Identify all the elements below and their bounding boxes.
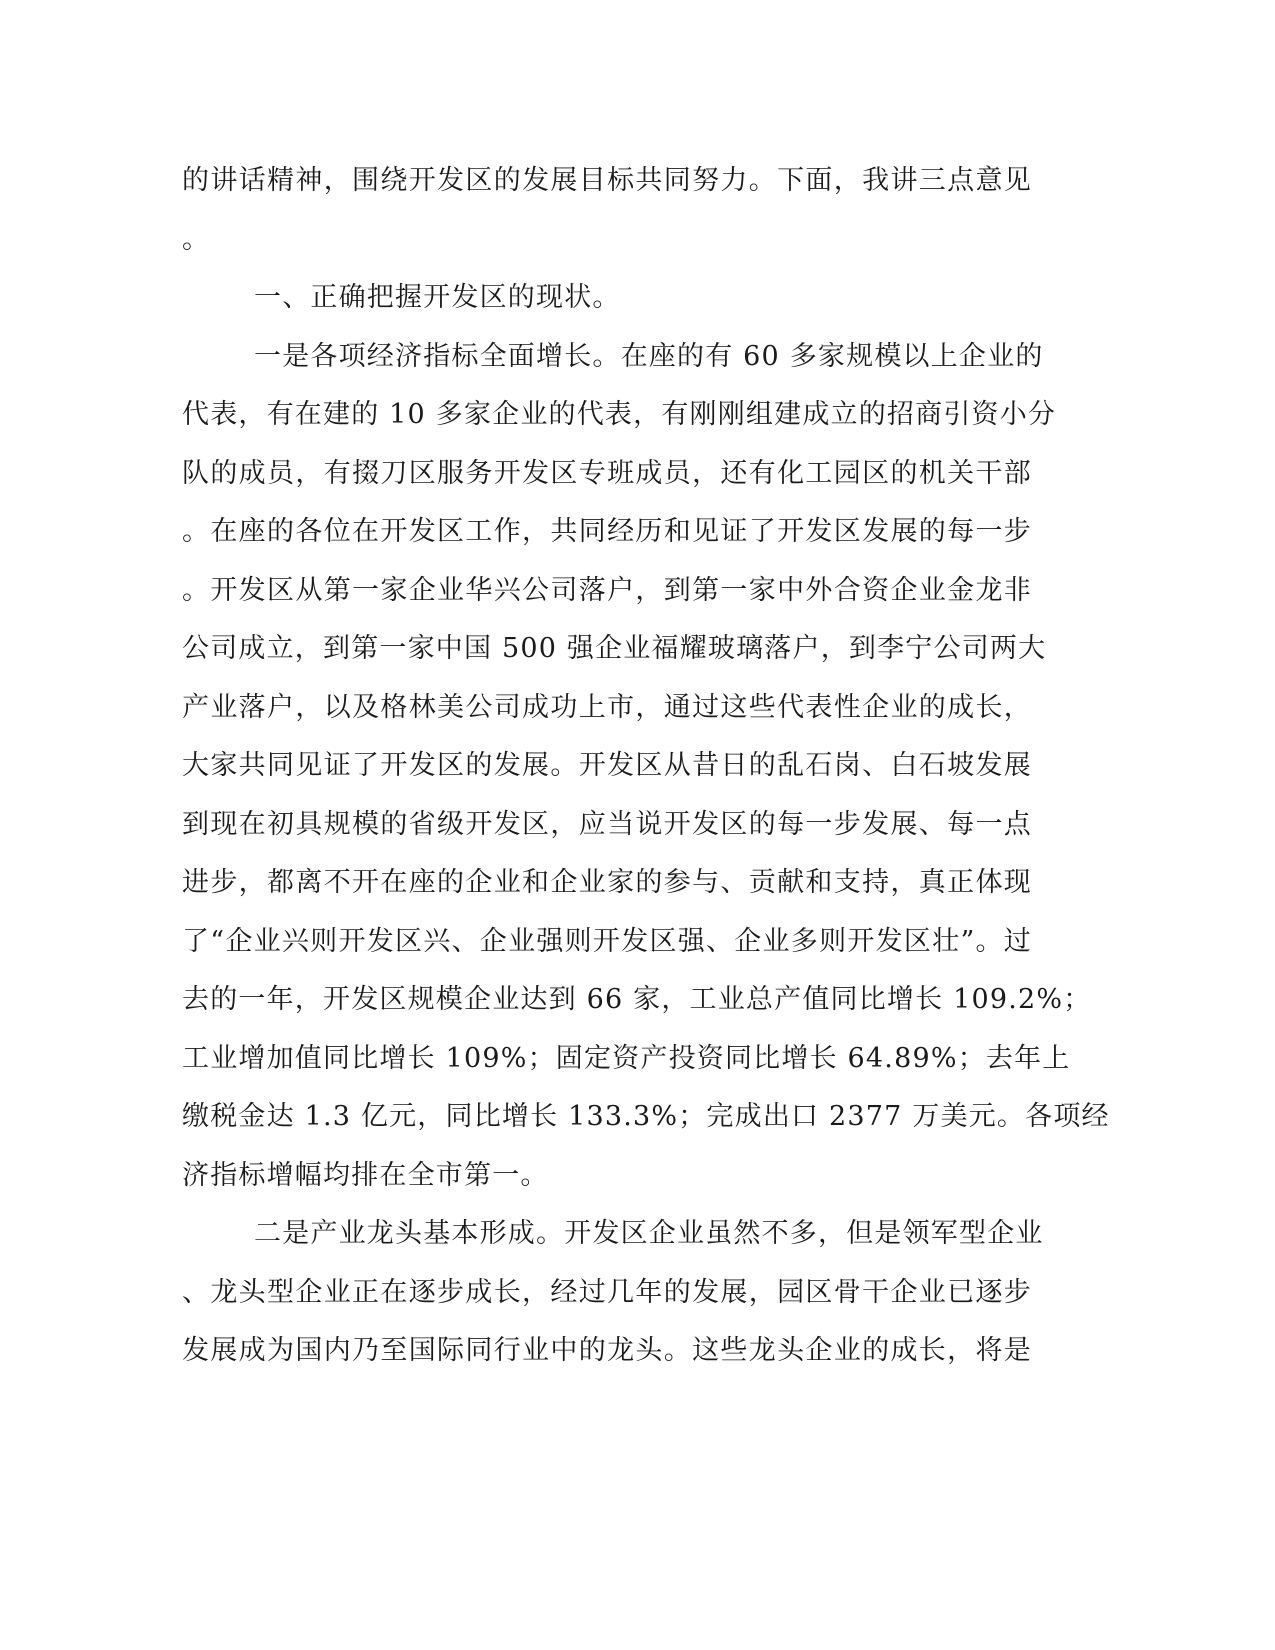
text-line: 济指标增幅均排在全市第一。 (182, 1159, 549, 1191)
text-line: 去的一年，开发区规模企业达到 66 家，工业总产值同比增长 109.2%； (182, 984, 1092, 1015)
text-line: 。在座的各位在开发区工作，共同经历和见证了开发区发展的每一步 (182, 516, 1032, 547)
document-body (182, 152, 1110, 1381)
text-line: 、龙头型企业正在逐步成长，经过几年的发展，园区骨干企业已逐步 (182, 1276, 1032, 1308)
text-line: 到现在初具规模的省级开发区，应当说开发区的每一步发展、每一点 (182, 808, 1032, 840)
text-line: 进步，都离不开在座的企业和企业家的参与、贡献和支持，真正体现 (182, 867, 1032, 898)
text-line: 了“企业兴则开发区兴、企业强则开发区强、企业多则开发区壮”。过 (182, 925, 1032, 957)
text-line: 。 (182, 223, 211, 255)
text-line: 公司成立，到第一家中国 500 强企业福耀玻璃落户，到李宁公司两大 (182, 633, 1047, 664)
text-line: 的讲话精神，围绕开发区的发展目标共同努力。下面，我讲三点意见 (182, 165, 1032, 196)
text-line: 一是各项经济指标全面增长。在座的有 60 多家规模以上企业的 (254, 340, 1044, 372)
text-line: 工业增加值同比增长 109%；固定资产投资同比增长 64.89%；去年上 (182, 1042, 1071, 1074)
text-line: 二是产业龙头基本形成。开发区企业虽然不多，但是领军型企业 (254, 1218, 1044, 1249)
text-line: 代表，有在建的 10 多家企业的代表，有刚刚组建成立的招商引资小分 (182, 399, 1057, 430)
text-line: 。开发区从第一家企业华兴公司落户，到第一家中外合资企业金龙非 (182, 574, 1032, 606)
text-line: 产业落户，以及格林美公司成功上市，通过这些代表性企业的成长， (182, 691, 1032, 723)
text-line: 发展成为国内乃至国际同行业中的龙头。这些龙头企业的成长，将是 (182, 1335, 1032, 1366)
section-heading: 一、正确把握开发区的现状。 (254, 282, 621, 313)
text-line: 队的成员，有掇刀区服务开发区专班成员，还有化工园区的机关干部 (182, 457, 1032, 489)
text-line: 大家共同见证了开发区的发展。开发区从昔日的乱石岗、白石坡发展 (182, 750, 1032, 781)
text-line: 缴税金达 1.3 亿元，同比增长 133.3%；完成出口 2377 万美元。各项经 (182, 1101, 1110, 1132)
